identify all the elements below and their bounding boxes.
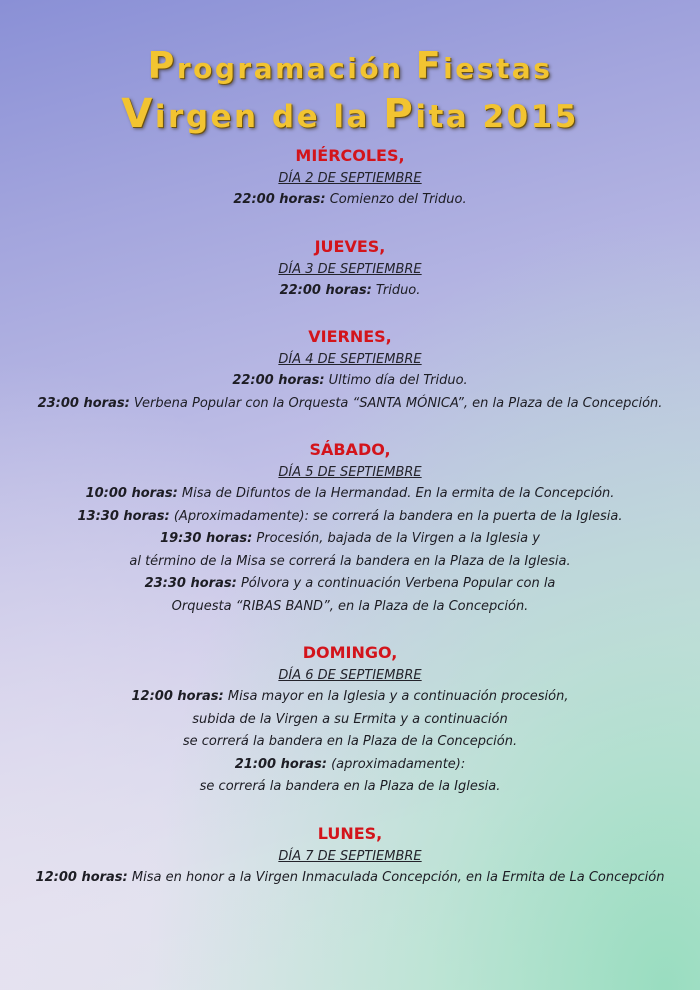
event-text: se correrá la bandera en la Plaza de la Concepción.	[182, 734, 518, 749]
event-line	[0, 754, 700, 777]
event-text: (Aproximadamente): se correrá la bandera en la puerta de la Iglesia.	[169, 508, 623, 524]
day-heading: JUEVES,	[314, 236, 386, 256]
event-line	[0, 776, 700, 799]
day-heading: MIÉRCOLES,	[295, 146, 405, 165]
event-text: Pólvora y a continuación Verbena Popular con la	[236, 576, 556, 591]
event-line	[0, 506, 700, 529]
day-date: DÍA 6 DE SEPTIEMBRE	[278, 668, 422, 683]
day-block-domingo	[0, 641, 700, 799]
event-time: 22:00 horas:	[232, 373, 325, 388]
event-text: Orquesta “RIBAS BAND”, en la Plaza de la Concepción.	[171, 598, 529, 614]
day-date: DÍA 2 DE SEPTIEMBRE	[278, 171, 422, 186]
event-time: 23:00 horas:	[37, 395, 130, 411]
page-title-line-2: Virgen de la Pita 2015	[121, 90, 579, 137]
day-heading: VIERNES,	[308, 327, 392, 346]
event-line	[0, 551, 700, 574]
event-time: 21:00 horas:	[234, 756, 327, 772]
day-date: DÍA 3 DE SEPTIEMBRE	[278, 261, 422, 277]
event-line	[0, 370, 700, 393]
day-block-lunes	[0, 822, 700, 890]
day-block-viernes	[0, 325, 700, 415]
day-heading: LUNES,	[317, 823, 383, 843]
day-heading: SÁBADO,	[309, 440, 391, 459]
event-time: 10:00 horas:	[85, 486, 178, 501]
day-block-jueves	[0, 235, 700, 303]
event-text: Verbena Popular con la Orquesta “SANTA MÓNICA”, en la Plaza de la Concepción.	[129, 395, 663, 411]
event-text: Misa en honor a la Virgen Inmaculada Concepción, en la Ermita de La Concepción	[127, 869, 665, 885]
event-text: se correrá la bandera en la Plaza de la Iglesia.	[199, 779, 501, 794]
day-date: DÍA 7 DE SEPTIEMBRE	[278, 848, 422, 864]
schedule	[0, 144, 700, 889]
event-text: Ultimo día del Triduo.	[324, 373, 468, 388]
page-title-line-1: Programación Fiestas	[147, 44, 553, 87]
event-time: 22:00 horas:	[279, 282, 372, 298]
event-line	[0, 867, 700, 890]
event-line	[0, 686, 700, 709]
event-time: 19:30 horas:	[160, 531, 253, 546]
event-text: Comienzo del Triduo.	[325, 192, 467, 207]
event-time: 22:00 horas:	[233, 192, 326, 207]
event-line	[0, 709, 700, 732]
day-block-sabado	[0, 438, 700, 618]
event-time: 13:30 horas:	[77, 508, 170, 524]
event-line	[0, 596, 700, 619]
event-text: al término de la Misa se correrá la bandera en la Plaza de la Iglesia.	[129, 553, 571, 569]
event-text: subida de la Virgen a su Ermita y a continuación	[192, 711, 508, 727]
event-line	[0, 189, 700, 212]
event-text: Misa mayor en la Iglesia y a continuación procesión,	[223, 689, 569, 704]
event-line	[0, 573, 700, 596]
event-line	[0, 393, 700, 416]
event-text: Procesión, bajada de la Virgen a la Iglesia y	[252, 531, 540, 546]
event-text: Misa de Difuntos de la Hermandad. En la ermita de la Concepción.	[177, 486, 615, 501]
event-line	[0, 280, 700, 303]
event-time: 23:30 horas:	[144, 576, 237, 591]
event-time: 12:00 horas:	[131, 689, 224, 704]
day-heading: DOMINGO,	[302, 643, 398, 662]
event-line	[0, 483, 700, 506]
event-time: 12:00 horas:	[35, 869, 128, 885]
day-block-miercoles	[0, 144, 700, 212]
event-line	[0, 528, 700, 551]
day-date: DÍA 4 DE SEPTIEMBRE	[278, 352, 422, 367]
event-text: (aproximadamente):	[326, 756, 466, 772]
event-line	[0, 731, 700, 754]
event-text: Triduo.	[371, 282, 421, 298]
day-date: DÍA 5 DE SEPTIEMBRE	[278, 465, 422, 480]
